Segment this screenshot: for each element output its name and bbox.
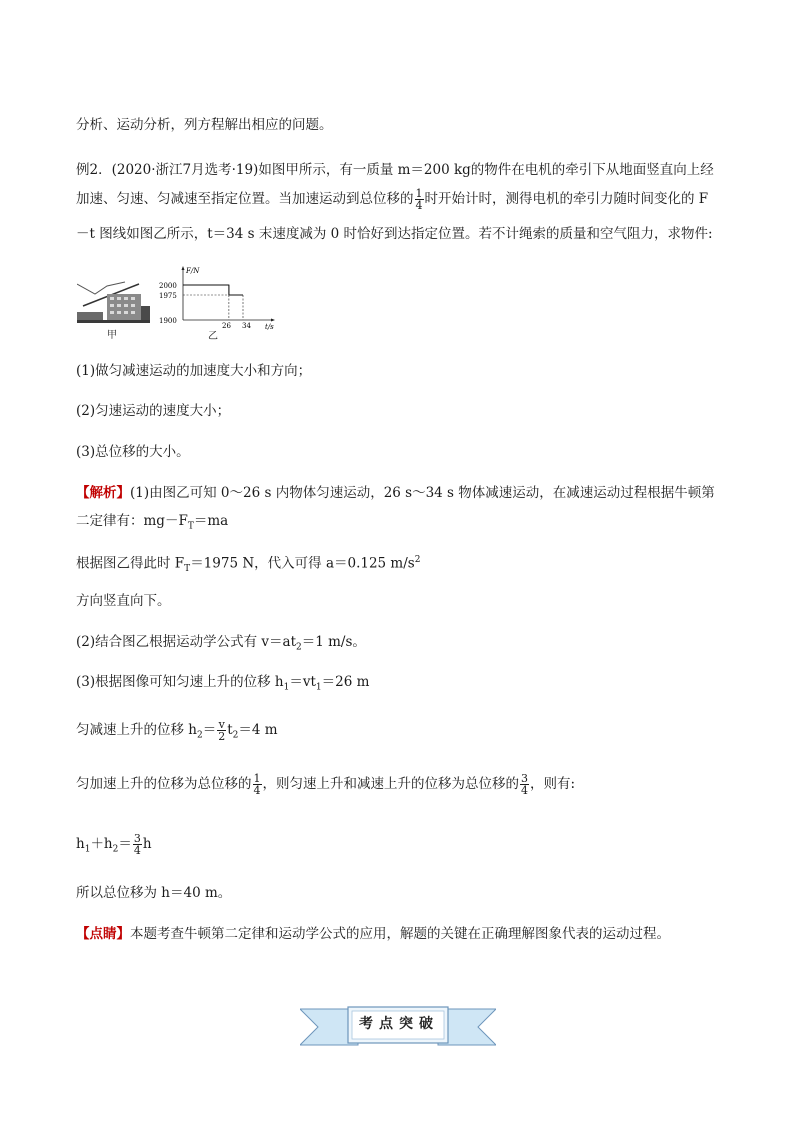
solution-tag: 【解析】 [76, 485, 130, 501]
question-1: (1)做匀减速运动的加速度大小和方向； [76, 363, 312, 379]
example-line-2-b: 时开始计时，测得电机的牵引力随时间变化的 F [424, 191, 709, 207]
force-step-line [183, 285, 243, 295]
label-yi: 乙 [208, 331, 218, 342]
solution-line-5: (2)结合图乙根据运动学公式有 $v=at_2=1$ m/s。 [76, 634, 366, 653]
example-line-1: 例2．(2020·浙江7月选考·19)如图甲所示，有一质量 m＝200 kg的物件在电机的牵引下从地面竖直向上经 [76, 162, 714, 178]
solution-line-8: 匀加速上升的位移为总位移的 $\frac{1}{4}$ ，则匀速上升和减速上升的位移为总位移的 $\frac{3}{4}$ ，则有: [76, 772, 576, 797]
solution-line-6: (3)根据图像可知匀速上升的位移 $h_1=vt_1=26$ m [76, 674, 370, 693]
intro-line: 分析、运动分析，列方程解出相应的问题。 [76, 117, 333, 133]
example-line-2 [76, 188, 708, 211]
solution-line-1: 【解析】(1)由图乙可知 0～26 s 内物体匀速运动，26 s～34 s 物体减速运动，在减速运动过程根据牛顿第 [76, 485, 715, 501]
comment-tag: 【点睛】 [76, 926, 130, 942]
y-axis-label: F/N [186, 267, 200, 275]
x-tick-label: 34 [242, 322, 251, 330]
x-axis-arrow [271, 319, 275, 322]
solution-line-7: 匀减速上升的位移 $h_2=$ $\frac{v}{2}$ $t_2=4$ m [76, 718, 278, 743]
y-tick-label: 1975 [159, 292, 177, 300]
fraction-v-over-2: $\frac{v}{2}$ [218, 718, 226, 743]
force-time-graph [155, 262, 285, 342]
solution-line-2: 二定律有：$mg-F_T=ma$ [76, 513, 229, 532]
label-jia: 甲 [107, 330, 117, 341]
comment-line: 【点睛】本题考查牛顿第二定律和运动学公式的应用，解题的关键在正确理解图象代表的运动过程。 [76, 926, 670, 942]
solution-line-10: 所以总位移为 h＝40 m。 [76, 885, 232, 901]
section-banner-title: 考点突破 [359, 1016, 439, 1032]
solution-line-9: $h_1+h_2=$ $\frac{3}{4}$ h [76, 832, 152, 857]
force-series [183, 285, 243, 320]
y-tick-label: 2000 [159, 282, 177, 290]
x-axis-label: t/s [265, 323, 274, 331]
question-3: (3)总位移的大小。 [76, 444, 190, 460]
solution-line-3: 根据图乙得此时 $F_T=1975$ N，代入可得 a＝0.125 $m/s^2$ [76, 555, 421, 575]
fraction-three-quarters-h: $\frac{3}{4}$ [133, 832, 141, 857]
example-line-3: －t 图线如图乙所示，t＝34 s 末速度减为 0 时恰好到达指定位置。若不计绳索的质量和空气阻力，求物件: [76, 226, 713, 242]
fraction-one-quarter: $\frac{1}{4}$ [253, 772, 261, 797]
fraction-quarter: $\frac{1}{4}$ [415, 187, 423, 212]
x-tick-label: 26 [222, 322, 231, 330]
question-2: (2)匀速运动的速度大小； [76, 403, 231, 419]
fraction-three-quarters: $\frac{3}{4}$ [521, 772, 528, 797]
y-axis-arrow [182, 266, 185, 270]
y-tick-label: 1900 [159, 317, 177, 325]
solution-line-4: 方向竖直向下。 [76, 593, 171, 609]
crane-building-photo [77, 276, 150, 323]
example-line-2-a: 加速、匀速、匀减速至指定位置。当加速运动到总位移的 [76, 191, 414, 207]
